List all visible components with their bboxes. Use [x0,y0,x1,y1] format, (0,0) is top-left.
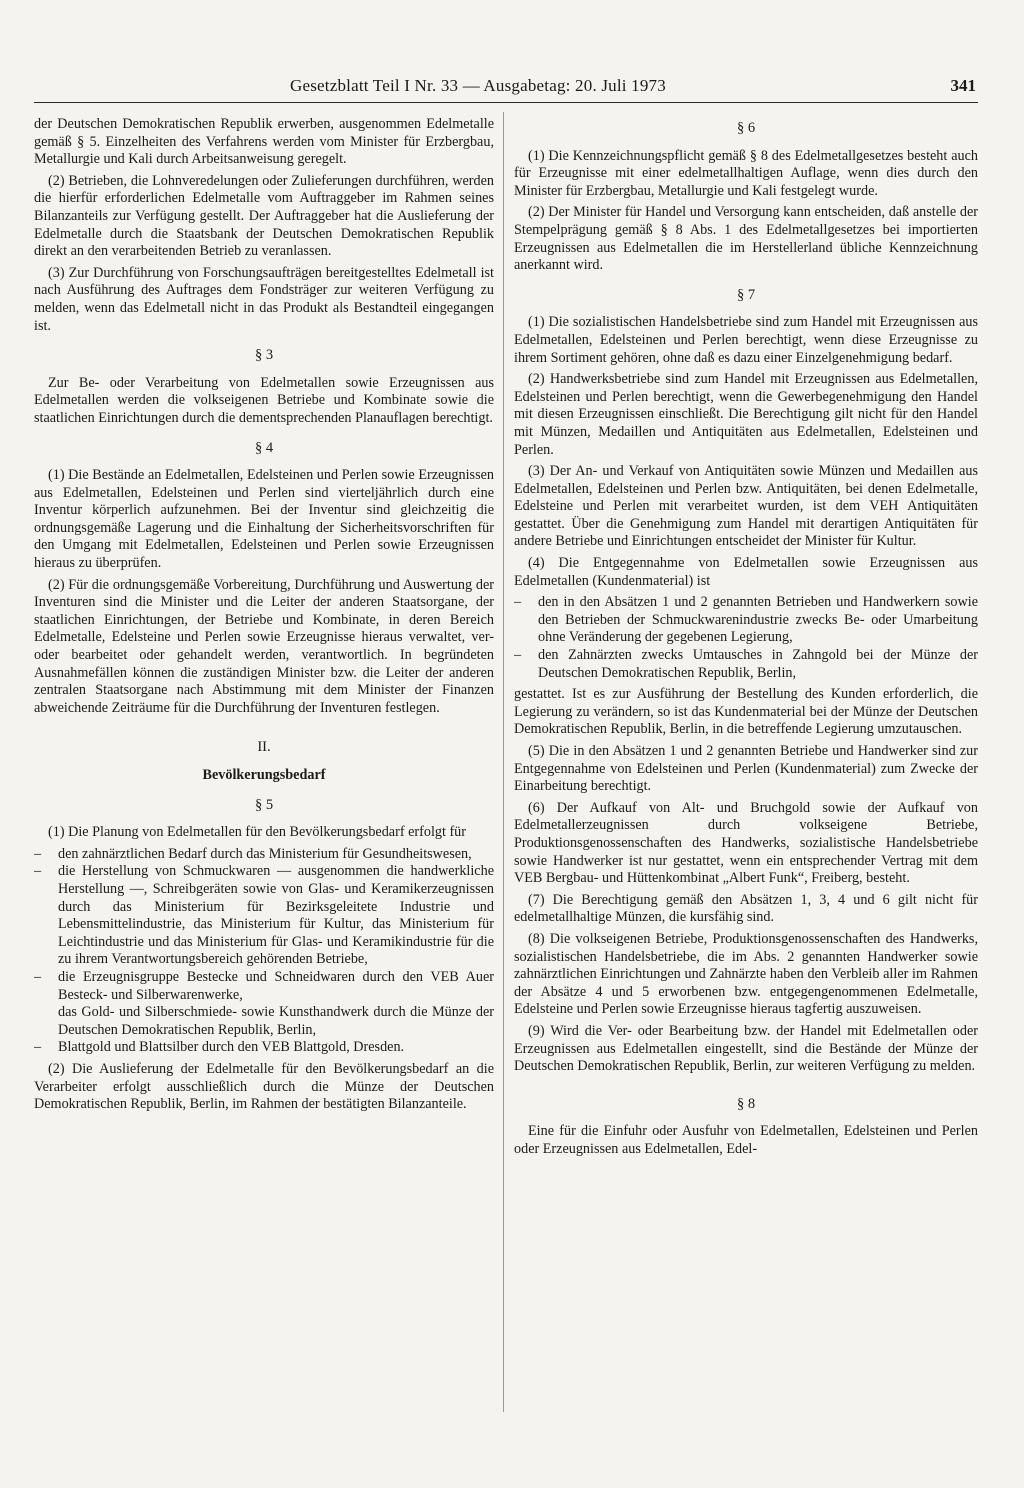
s4-paragraph-2: (2) Für die ordnungsgemäße Vorbereitung, Durchführung und Auswertung der Inventuren sind die Minister und die Leiter der anderen Staatsorgane, der staatlichen Einrichtungen, der Betriebe und Kombinate, in deren Bereich Edelmetalle, Edelsteine und Perlen sowie Erzeugnisse hieraus verwaltet, ver- oder bearbeitet oder gehandelt werden, verantwortlich. In begründeten Ausnahmefällen können die zuständigen Minister bzw. die Leiter der anderen zentralen Staatsorgane nach Abstimmung mit dem Minister der Finanzen abweichende Zeiträume für die Durchführung der Inventuren festlegen. [34,576,494,716]
section-heading-5: § 5 [254,796,274,813]
s6-paragraph-1: (1) Die Kennzeichnungspflicht gemäß § 8 des Edelmetallgesetzes besteht auch für Erzeugnisse mit einer edelmetallhaltigen Auflage, wenn dies durch den Minister für Erzbergbau, Metallurgie und Kali festgelegt wurde. [514,147,978,199]
s6-paragraph-2: (2) Der Minister für Handel und Versorgung kann entscheiden, daß anstelle der Stempelprägung gemäß § 8 Abs. 1 des Edelmetallgesetzes bei importierten Erzeugnissen aus Edelmetallen die im Herstellerland übliche Kennzeichnung anerkannt wird. [514,204,978,274]
s7-paragraph-1: (1) Die sozialistischen Handelsbetriebe sind zum Handel mit Erzeugnissen aus Edelmetallen, Edelsteinen und Perlen berechtigt, wenn diese Erzeugnisse zu ihrem Sortiment gehören, ohne daß es dazu einer Einzelgenehmigung bedarf. [514,314,978,366]
s5-paragraph-1: (1) Die Planung von Edelmetallen für den Bevölkerungsbedarf erfolgt für [48,824,467,841]
paragraph-continued: der Deutschen Demokratischen Republik erwerben, ausgenommen Edelmetalle gemäß § 5. Einzelheiten des Verfahrens werden vom Minister für Erzbergbau, Metallurgie und Kali durch Arbeitsanweisung geregelt. [34,116,494,168]
s7-paragraph-4-continued: gestattet. Ist es zur Ausführung der Bestellung des Kunden erforderlich, die Legierung zu verändern, so ist das Kundenmaterial bei der Münze der Deutschen Demokratischen Republik, Berlin, in die betreffende Legierung umzutauschen. [514,686,978,738]
section-heading-4: § 4 [254,439,274,456]
list-item: – den zahnärztlichen Bedarf durch das Ministerium für Gesundheitswesen, [34,846,494,864]
column-divider [503,112,504,1412]
s4-paragraph-1: (1) Die Bestände an Edelmetallen, Edelsteinen und Perlen sowie Erzeugnissen aus Edelmetallen, Edelsteinen und Perlen sind vierteljährlich durch eine Inventur körperlich aufzunehmen. Bei der Inventur sind gleichzeitig die ordnungsgemäße Lagerung und die Einhaltung der Sicherheitsvorschriften für den Umgang mit Edelmetallen, Edelsteinen und Perlen sowie Erzeugnissen hieraus zu überprüfen. [34,467,494,572]
s2-paragraph-3: (3) Zur Durchführung von Forschungsaufträgen bereitgestelltes Edelmetall ist nach Ausführung des Auftrages dem Fondsträger zur weiteren Verfügung zu melden, wenn das Edelmetall nicht in das Produkt als Bestandteil eingegangen ist. [34,264,494,334]
s5-list [34,846,494,1057]
list-item: das Gold- und Silberschmiede- sowie Kunsthandwerk durch die Münze der Deutschen Demokratischen Republik, Berlin, [58,1004,494,1038]
s7-paragraph-3: (3) Der An- und Verkauf von Antiquitäten sowie Münzen und Medaillen aus Edelmetallen, Edelsteinen und Perlen bzw. Antiquitäten, bei denen Edelmetalle, Edelsteine und Perlen mit verarbeitet wurden, ist dem VEH Antiquitäten gestattet. Über die Genehmigung zum Handel mit derartigen Antiquitäten für andere Betriebe und Einrichtungen entscheidet der Minister für Kultur. [514,463,978,550]
page-number: 341 [950,76,976,95]
s7-paragraph-5: (5) Die in den Absätzen 1 und 2 genannten Betriebe und Handwerker sind zur Entgegennahme von Edelsteinen und Perlen (Kundenmaterial) zum Zwecke der Einarbeitung berechtigt. [514,743,978,795]
list-item: – den in den Absätzen 1 und 2 genannten Betrieben und Handwerkern sowie den Betrieben der Schmuckwarenindustrie zwecks Be- oder Umarbeitung ohne Veränderung der gegebenen Legierung, [514,594,978,647]
s8-paragraph: Eine für die Einfuhr oder Ausfuhr von Edelmetallen, Edelsteinen und Perlen oder Erzeugnissen aus Edelmetallen, Edel- [514,1123,978,1157]
left-column [34,116,494,1456]
page-header [34,74,978,103]
s5-paragraph-2: (2) Die Auslieferung der Edelmetalle für den Bevölkerungsbedarf an die Verarbeiter erfolgt ausschließlich durch die Münze der Deutschen Demokratischen Republik, Berlin, im Rahmen der bestätigten Bilanzanteile. [34,1060,494,1113]
s7-paragraph-2: (2) Handwerksbetriebe sind zum Handel mit Erzeugnissen aus Edelmetallen, Edelsteinen und Perlen berechtigt, wenn die Gewerbegenehmigung den Handel mit diesen Erzeugnissen einschließt. Die Berechtigung gilt nicht für den Handel mit Münzen, Medaillen und Antiquitäten aus Edelmetallen, Edelsteinen und Perlen. [514,371,978,458]
s3-paragraph: Zur Be- oder Verarbeitung von Edelmetallen sowie Erzeugnissen aus Edelmetallen werden die volkseigenen Betriebe und Kombinate sowie die staatlichen Einrichtungen durch die dementsprechenden Planauflagen berechtigt. [34,374,494,426]
s7-paragraph-8: (8) Die volkseigenen Betriebe, Produktionsgenossenschaften des Handwerks, sozialistischen Handelsbetriebe, die im Abs. 2 genannten Handwerker sowie zahnärztlichen Einrichtungen und Zahnärzte haben den Verbleib aller im Rahmen der Absätze 4 und 5 erworbenen bzw. entgegengenommenen Edelmetalle, Edelsteine und Perlen sowie Erzeugnisse hieraus tagfertig auszuweisen. [514,930,978,1018]
s2-paragraph-2: (2) Betrieben, die Lohnveredelungen oder Zulieferungen durchführen, werden die hierfür erforderlichen Edelmetalle vom Auftraggeber im Rahmen seines Bilanzanteils zur Verfügung gestellt. Der Auftraggeber hat die Auslieferung der Edelmetalle durch die Staatsbank der Deutschen Demokratischen Republik direkt an den verarbeitenden Betrieb zu veranlassen. [34,172,494,260]
chapter-number: II. [257,739,271,756]
section-heading-3: § 3 [254,347,274,364]
running-title: Gesetzblatt Teil I Nr. 33 — Ausgabetag: 20. Juli 1973 [290,76,666,95]
list-item: – die Herstellung von Schmuckwaren — ausgenommen die handwerkliche Herstellung —, Schreibgeräten sowie von Glas- und Keramikerzeugnissen durch das Ministerium für Bezirksgeleitete Industrie und Lebensmittelindustrie, das Ministerium für Kultur, das Ministerium für Leichtindustrie und das Ministerium für Glas- und Keramikindustrie für die zu ihrem Verantwortungsbereich gehörenden Betriebe, [34,863,494,969]
list-item: – die Erzeugnisgruppe Bestecke und Schneidwaren durch den VEB Auer Besteck- und Silberwarenwerke, [34,969,494,1004]
section-heading-8: § 8 [736,1095,756,1112]
list-item: – Blattgold und Blattsilber durch den VEB Blattgold, Dresden. [34,1039,494,1057]
s7-paragraph-7: (7) Die Berechtigung gemäß den Absätzen 1, 3, 4 und 6 gilt nicht für edelmetallhaltige Münzen, die kursfähig sind. [514,891,978,926]
s7-paragraph-9: (9) Wird die Ver- oder Bearbeitung bzw. der Handel mit Edelmetallen oder Erzeugnissen aus Edelmetallen eingestellt, sind die Bestände der Münze der Deutschen Demokratischen Republik, Berlin, zur weiteren Verfügung zu melden. [514,1022,978,1075]
s7-paragraph-4: (4) Die Entgegennahme von Edelmetallen sowie Erzeugnissen aus Edelmetallen (Kundenmaterial) ist [514,555,978,589]
section-heading-6: § 6 [736,120,756,136]
right-column [514,116,978,1456]
list-item: – den Zahnärzten zwecks Umtausches in Zahngold bei der Münze der Deutschen Demokratischen Republik, Berlin, [514,647,978,682]
chapter-title: Bevölkerungsbedarf [202,767,326,783]
section-heading-7: § 7 [736,286,756,303]
s7-list [514,594,978,682]
s7-paragraph-6: (6) Der Aufkauf von Alt- und Bruchgold sowie der Aufkauf von Edelmetallerzeugnissen durch volkseigene Betriebe, Produktionsgenossenschaften des Handwerks, sozialistische Handelsbetriebe sowie Handwerker ist nur gestattet, wenn ein entsprechender Vertrag mit dem VEB Bergbau- und Hüttenkombinat „Albert Funk“, Freiberg, besteht. [514,799,978,887]
